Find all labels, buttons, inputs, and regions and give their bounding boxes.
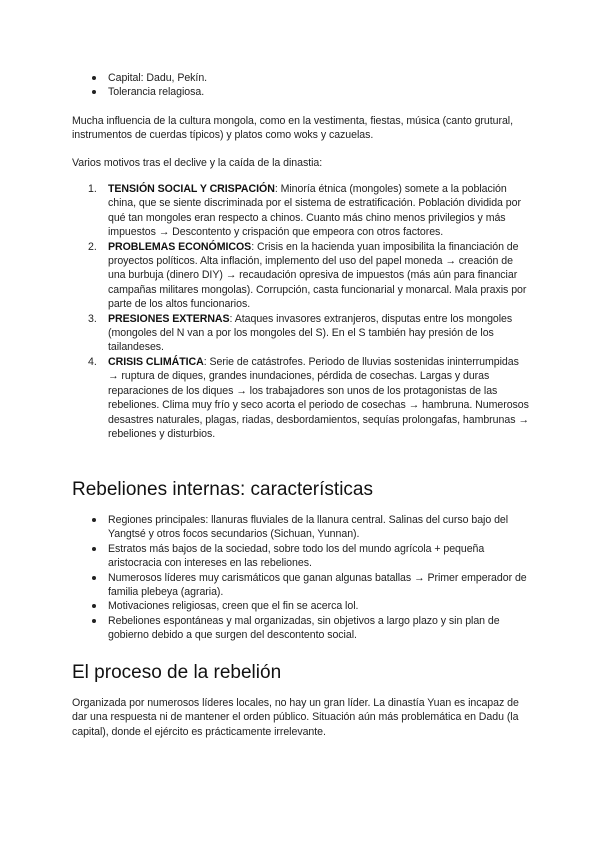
list-item: Rebeliones espontáneas y mal organizadas, sin objetivos a largo plazo y sin plan de gobierno debido a que surgen del descontento social. — [88, 614, 528, 643]
motive-item-economic-problems — [88, 240, 532, 312]
list-item: Numerosos líderes muy carismáticos que ganan algunas batallas → Primer emperador de familia plebeya (agraria). — [88, 571, 528, 600]
top-bullet-list — [88, 71, 528, 100]
motives-list — [88, 182, 532, 441]
motive-text: : Serie de catástrofes. Periodo de lluvias sostenidas ininterrumpidas → ruptura de diques, grandes inundaciones, pérdida de cosechas. Largas y duras reparaciones de los diques → los trabajadores son unos de los protagonistas de las rebeliones. Clima muy frío y seco acorta el periodo de cosechas → hambruna. Numerosos desastres naturales, plagas, riadas, desbordamientos, sequías prolongafas, hambrunas → rebeliones y disturbios. — [108, 355, 529, 440]
list-item: Estratos más bajos de la sociedad, sobre todo los del mundo agrícola + pequeña aristocracia con intereses en las rebeliones. — [88, 542, 528, 571]
motive-item-social-tension — [88, 182, 532, 240]
motives-intro-paragraph: Varios motivos tras el declive y la caída de la dinastia: — [72, 157, 323, 169]
list-item: Capital: Dadu, Pekín. — [88, 71, 528, 85]
motive-title: PRESIONES EXTERNAS — [108, 312, 230, 325]
motive-item-external-pressures — [88, 312, 532, 355]
list-number: 2. — [88, 240, 97, 253]
list-number: 3. — [88, 312, 97, 325]
motive-text: : Crisis en la hacienda yuan imposibilita la financiación de proyectos políticos. Alta inflación, implemento del uso del papel moneda → creación de una burbuja (dinero DIY) → recaudación opresiva de impuestos (más aún para financiar campañas militares mongolas). Corrupción, casta funcionarial y monarcal. Mala praxis por parte de los altos funcionarios. — [108, 240, 527, 311]
list-item: Regiones principales: llanuras fluviales de la llanura central. Salinas del curso bajo del Yangtsé y otros focos secundarios (Sichuan, Yunnan). — [88, 513, 528, 542]
culture-paragraph: Mucha influencia de la cultura mongola, como en la vestimenta, fiestas, música (canto grutural, instrumentos de cuerdas típicos) y platos como woks y cazuelas. — [72, 115, 514, 142]
list-item: Motivaciones religiosas, creen que el fin se acerca lol. — [88, 599, 528, 613]
motive-title: PROBLEMAS ECONÓMICOS — [108, 240, 252, 253]
motive-title: TENSIÓN SOCIAL Y CRISPACIÓN — [108, 183, 275, 195]
process-paragraph: Organizada por numerosos líderes locales, no hay un gran líder. La dinastía Yuan es incapaz de dar una respuesta ni de mantener el orden público. Situación aún más problemática en Dadu (la capital), donde el ejército es prácticamente irrelevante. — [72, 697, 519, 738]
motive-text: : Minoría étnica (mongoles) somete a la población china, que se siente discriminada por el sistema de estratificación. Población dividida por qué tan mongoles eran respecto a chinos. Cuanto más chino menos privilegios y más impuestos → Descontento y crispación que empeora con otros factores. — [108, 183, 521, 239]
list-number: 4. — [88, 355, 97, 368]
process-heading: El proceso de la rebelión — [72, 662, 282, 683]
rebellions-heading: Rebeliones internas: características — [72, 479, 373, 500]
rebellion-bullet-list — [88, 513, 528, 643]
list-number: 1. — [88, 183, 97, 195]
list-item: Tolerancia relagiosa. — [88, 85, 528, 99]
motive-text: : Ataques invasores extranjeros, disputas entre los mongoles (mongoles del N van a por los mongoles del S). En el S también hay presión de los tailandeses. — [108, 312, 513, 354]
motive-title: CRISIS CLIMÁTICA — [108, 355, 204, 368]
motive-item-climate-crisis — [88, 355, 532, 441]
